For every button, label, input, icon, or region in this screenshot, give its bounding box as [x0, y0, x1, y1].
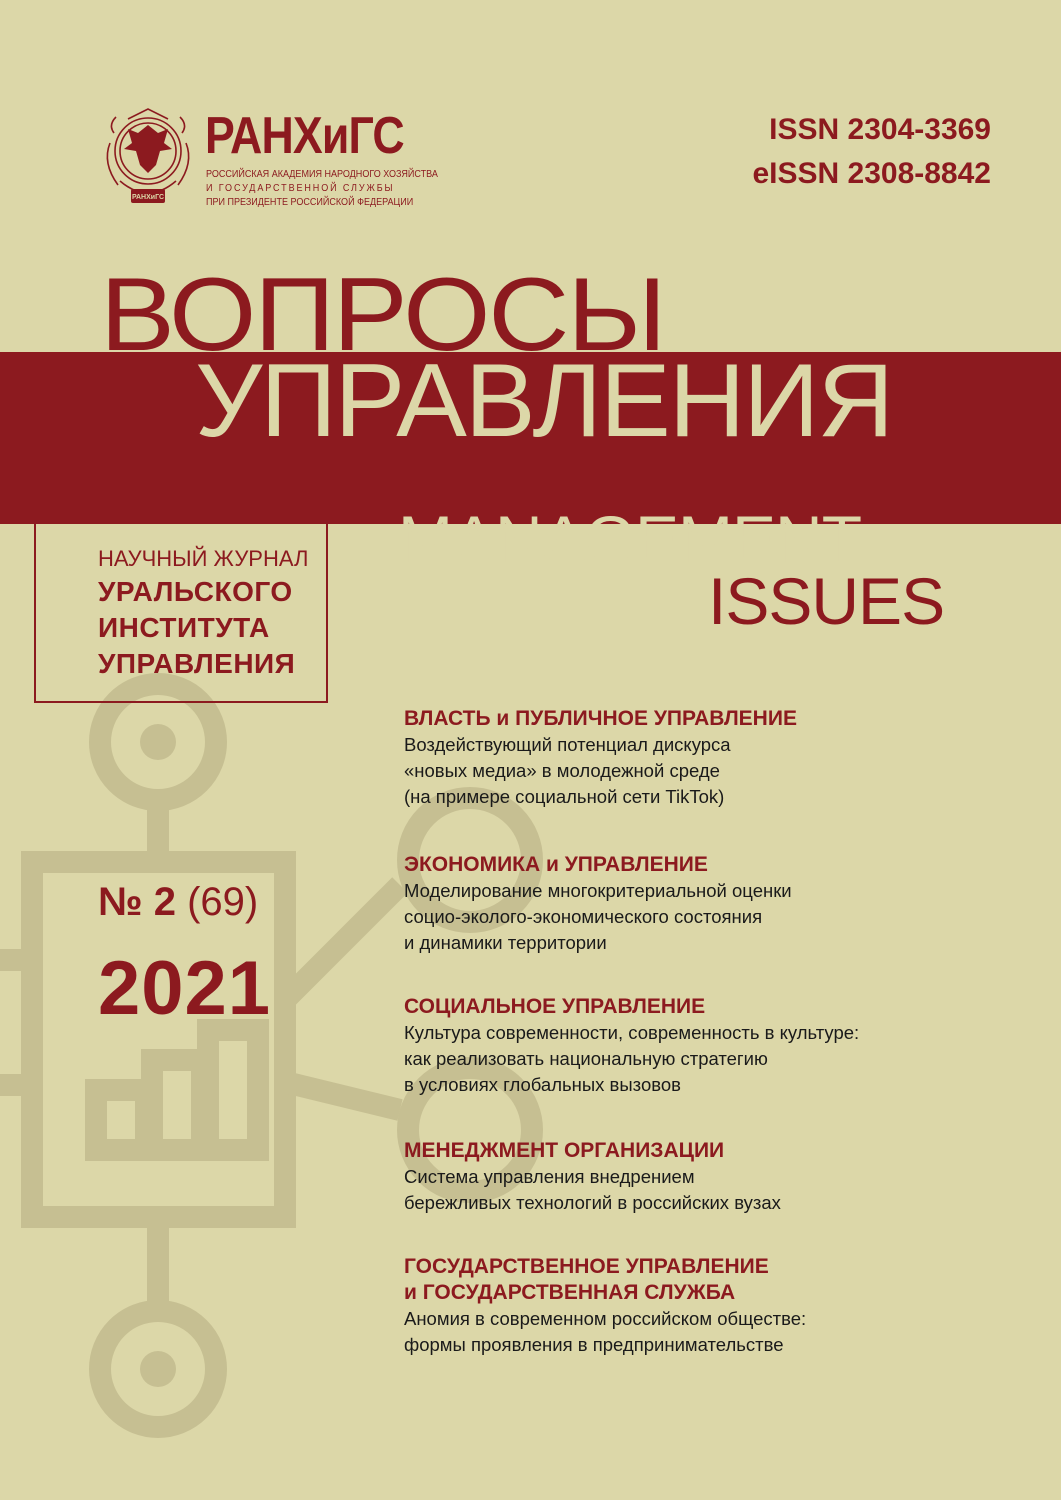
toc-heading: ГОСУДАРСТВЕННОЕ УПРАВЛЕНИЕ — [404, 1255, 769, 1278]
issn-electronic: eISSN 2308-8842 — [752, 157, 991, 190]
toc-section-2 — [404, 852, 1004, 956]
title-en-line-1: MANAGEMENT — [398, 502, 862, 576]
toc-heading: СОЦИАЛЬНОЕ УПРАВЛЕНИЕ — [404, 995, 706, 1018]
toc-article-line: формы проявления в предпринимательстве — [404, 1334, 784, 1355]
double-headed-eagle-emblem-icon — [98, 103, 198, 213]
toc-article-line: и динамики территории — [404, 932, 607, 953]
toc-article-line: Культура современности, современность в культуре: — [404, 1022, 860, 1043]
journal-line-3: УПРАВЛЕНИЯ — [98, 648, 296, 679]
issn-print: ISSN 2304-3369 — [769, 113, 991, 146]
toc-heading: ЭКОНОМИКА и УПРАВЛЕНИЕ — [404, 853, 708, 876]
toc-article-line: Система управления внедрением — [404, 1166, 695, 1187]
seal-label: РАНХиГС — [131, 194, 165, 201]
toc-article-line: бережливых технологий в российских вузах — [404, 1192, 781, 1213]
toc-section-4 — [404, 1138, 1004, 1216]
toc-heading: ВЛАСТЬ и ПУБЛИЧНОЕ УПРАВЛЕНИЕ — [404, 707, 797, 730]
toc-article-line: Моделирование многокритериальной оценки — [404, 880, 792, 901]
journal-line-2: ИНСТИТУТА — [98, 612, 270, 643]
toc-article-line: «новых медиа» в молодежной среде — [404, 760, 720, 781]
toc-heading: МЕНЕДЖМЕНТ ОРГАНИЗАЦИИ — [404, 1139, 725, 1162]
toc-article-line: Аномия в современном российском обществе: — [404, 1308, 807, 1329]
title-ru-line-1: ВОПРОСЫ — [100, 257, 665, 373]
journal-overline: НАУЧНЫЙ ЖУРНАЛ — [98, 546, 309, 571]
institution-name-line-1: РОССИЙСКАЯ АКАДЕМИЯ НАРОДНОГО ХОЗЯЙСТВА — [206, 168, 438, 180]
toc-section-1 — [404, 706, 1004, 810]
institution-abbreviation: РАНХиГС — [205, 107, 404, 165]
institution-name-line-2: И ГОСУДАРСТВЕННОЙ СЛУЖБЫ — [206, 182, 395, 194]
toc-heading: и ГОСУДАРСТВЕННАЯ СЛУЖБА — [404, 1281, 736, 1304]
title-en-line-2: ISSUES — [708, 564, 945, 638]
issue-number — [98, 880, 258, 925]
toc-section-3 — [404, 994, 1004, 1098]
issue-year: 2021 — [98, 946, 272, 1031]
toc-section-5 — [404, 1254, 1004, 1358]
journal-line-1: УРАЛЬСКОГО — [98, 576, 293, 607]
toc-article-line: социо-эколого-экономического состояния — [404, 906, 763, 927]
issue-number-value: № 2 — [98, 880, 176, 924]
toc-article-line: как реализовать национальную стратегию — [404, 1048, 768, 1069]
toc-article-line: (на примере социальной сети TikTok) — [404, 786, 725, 807]
institution-name-line-3: ПРИ ПРЕЗИДЕНТЕ РОССИЙСКОЙ ФЕДЕРАЦИИ — [206, 196, 414, 208]
toc-article-line: в условиях глобальных вызовов — [404, 1074, 681, 1095]
issue-total-number: (69) — [187, 880, 259, 924]
toc-article-line: Воздействующий потенциал дискурса — [404, 734, 731, 755]
title-ru-line-2: УПРАВЛЕНИЯ — [195, 343, 893, 459]
